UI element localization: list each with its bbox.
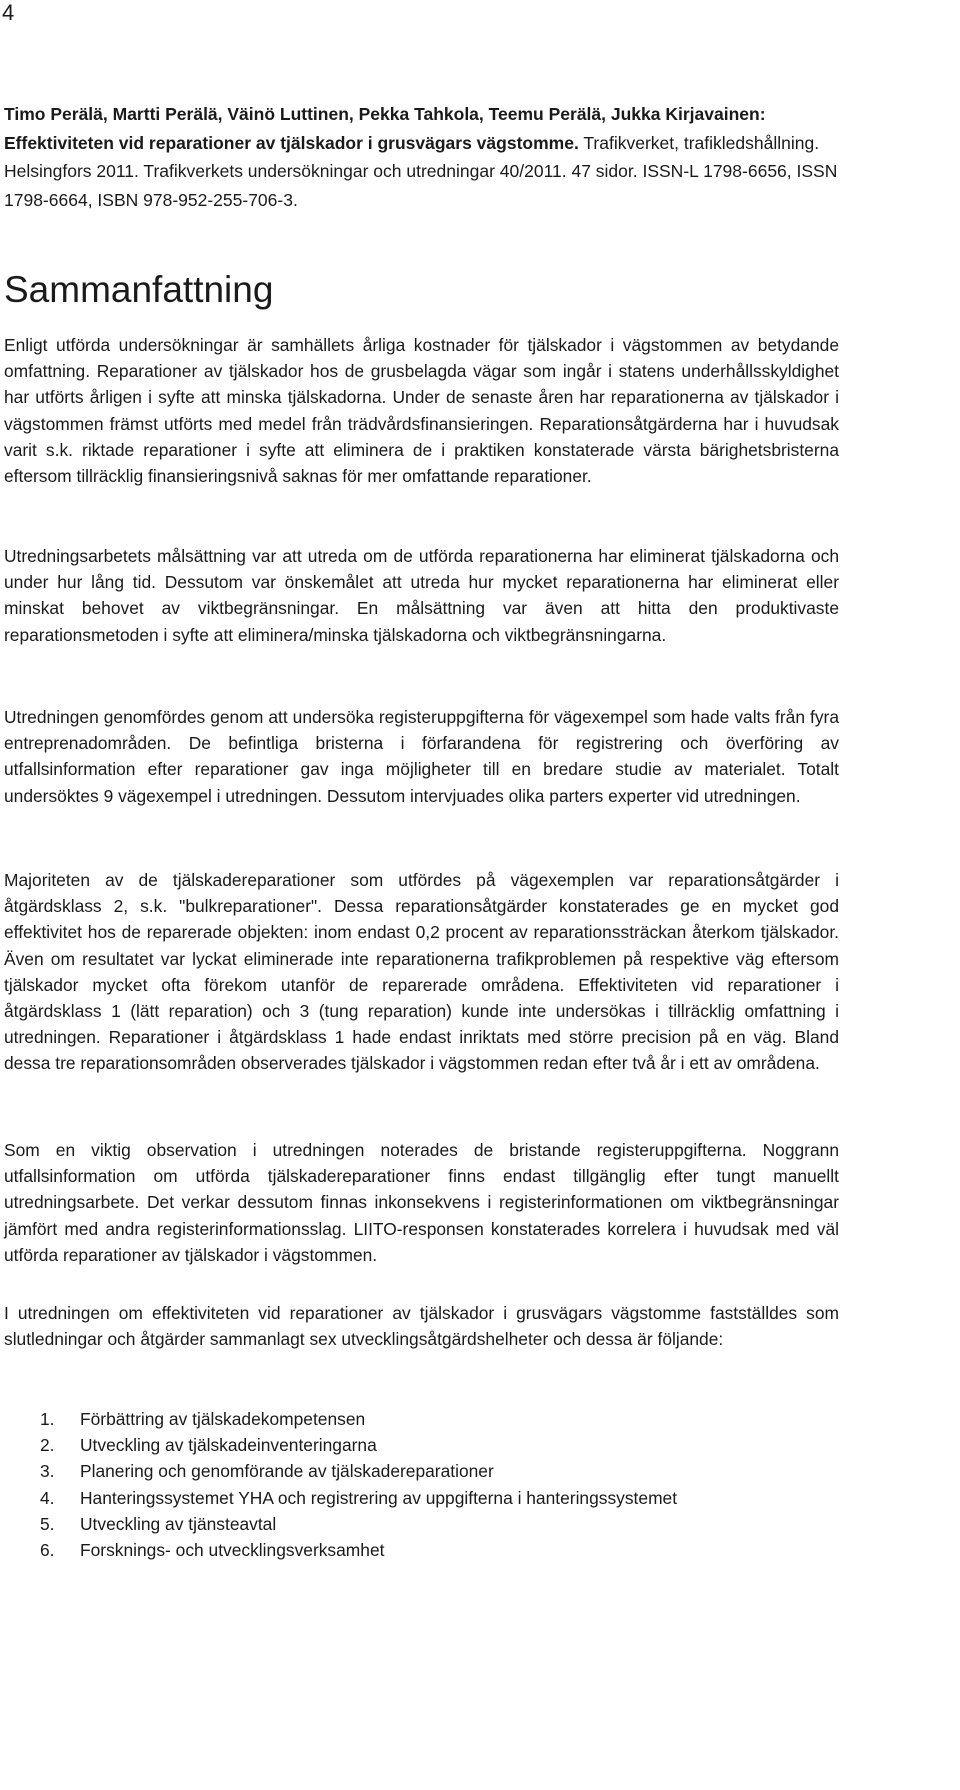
citation-authors-title: Timo Perälä, Martti Perälä, Väinö Luttinen, Pekka Tahkola, Teemu Perälä, Jukka Kirjavainen: Effektiviteten vid reparationer av tjälskador i grusvägars vägstomme.: [4, 104, 766, 153]
list-item-text: Planering och genomförande av tjälskadereparationer: [80, 1461, 494, 1482]
list-item-text: Utveckling av tjänsteavtal: [80, 1513, 277, 1534]
paragraph-2: Utredningsarbetets målsättning var att utreda om de utförda reparationerna har eliminerat tjälskadorna och under hur lång tid. Dessutom var önskemålet att utreda hur mycket reparationerna har eliminerat eller minskat behovet av viktbegränsningar. En målsättning var även att hitta den produktivaste reparationsmetoden i syfte att eliminera/minska tjälskadorna och viktbegränsningarna.: [4, 546, 839, 645]
paragraph-5: Som en viktig observation i utredningen noterades de bristande registeruppgifterna. Noggrann utfallsinformation om utförda tjälskadereparationer finns endast tillgänglig efter tungt manuellt utredningsarbete. Det verkar dessutom finnas inkonsekvens i registerinformationen om viktbegränsningar jämfört med andra registerinformationsslag. LIITO-responsen konstaterades korrelera i huvudsak med väl utförda reparationer av tjälskador i vägstommen.: [4, 1140, 839, 1265]
list-item: [40, 1432, 677, 1458]
citation-details: Trafikverket, trafikledshållning. Helsingfors 2011. Trafikverkets undersökningar och utredningar 40/2011. 47 sidor. ISSN-L 1798-6656, ISSN 1798-6664, ISBN 978-952-255-706-3.: [4, 132, 838, 210]
list-item: [40, 1537, 677, 1563]
list-item: [40, 1458, 677, 1484]
list-item: [40, 1485, 677, 1511]
list-item-number: 2.: [40, 1435, 55, 1456]
paragraph-3: Utredningen genomfördes genom att undersöka registeruppgifterna för vägexempel som hade valts från fyra entreprenadområden. De befintliga bristerna i förfarandena för registrering och överföring av utfallsinformation efter reparationer gav inga möjligheter till en bredare studie av materialet. Totalt undersöktes 9 vägexempel i utredningen. Dessutom intervjuades olika parters experter vid utredningen.: [4, 707, 839, 806]
citation: [4, 100, 840, 214]
list-item: [40, 1406, 677, 1432]
list-item-number: 4.: [40, 1487, 55, 1508]
list-item-number: 5.: [40, 1513, 55, 1534]
measures-list: [40, 1406, 677, 1563]
paragraph-6: I utredningen om effektiviteten vid reparationer av tjälskador i grusvägars vägstomme fastställdes som slutledningar och åtgärder sammanlagt sex utvecklingsåtgärdshelheter och dessa är följande:: [4, 1303, 839, 1350]
paragraph-1: Enligt utförda undersökningar är samhällets årliga kostnader för tjälskador i vägstommen av betydande omfattning. Reparationer av tjälskador hos de grusbelagda vägar som ingår i statens underhållsskyldighet har utförts årligen i syfte att minska tjälskadorna. Under de senaste åren har reparationerna av tjälskador i vägstommen främst utförts med medel från trädvårdsfinansieringen. Reparationsåtgärderna har i huvudsak varit s.k. riktade reparationer i syfte att eliminera de i praktiken konstaterade värsta bärighetsbristerna eftersom tillräcklig finansieringsnivå saknas för mer omfattande reparationer.: [4, 335, 839, 487]
page-number: 4: [2, 0, 15, 25]
list-item-number: 1.: [40, 1409, 55, 1429]
paragraph-4: Majoriteten av de tjälskadereparationer som utfördes på vägexemplen var reparationsåtgärder i åtgärdsklass 2, s.k. "bulkreparationer". Dessa reparationsåtgärder konstaterades ge en mycket god effektivitet hos de reparerade objekten: inom endast 0,2 procent av reparationssträckan återkom tjälskador. Även om resultatet var lyckat eliminerade inte reparationerna trafikproblemen på respektive väg eftersom tjälskador mycket ofta förekom utanför de reparerade områdena. Effektiviteten vid reparationer i åtgärdsklass 1 (lätt reparation) och 3 (tung reparation) kunde inte undersökas i tillräcklig omfattning i utredningen. Reparationer i åtgärdsklass 1 hade endast inriktats med större precision på en väg. Bland dessa tre reparationsområden observerades tjälskador i vägstommen redan efter två år i ett av områdena.: [4, 870, 839, 1074]
list-item: [40, 1511, 677, 1537]
list-item-text: Hanteringssystemet YHA och registrering av uppgifterna i hanteringssystemet: [80, 1487, 678, 1508]
list-item-text: Utveckling av tjälskadeinventeringarna: [80, 1435, 377, 1456]
section-heading: Sammanfattning: [4, 268, 274, 310]
list-item-number: 6.: [40, 1540, 55, 1561]
list-item-text: Förbättring av tjälskadekompetensen: [80, 1409, 366, 1429]
list-item-number: 3.: [40, 1461, 55, 1482]
list-item-text: Forsknings- och utvecklingsverksamhet: [80, 1540, 385, 1561]
